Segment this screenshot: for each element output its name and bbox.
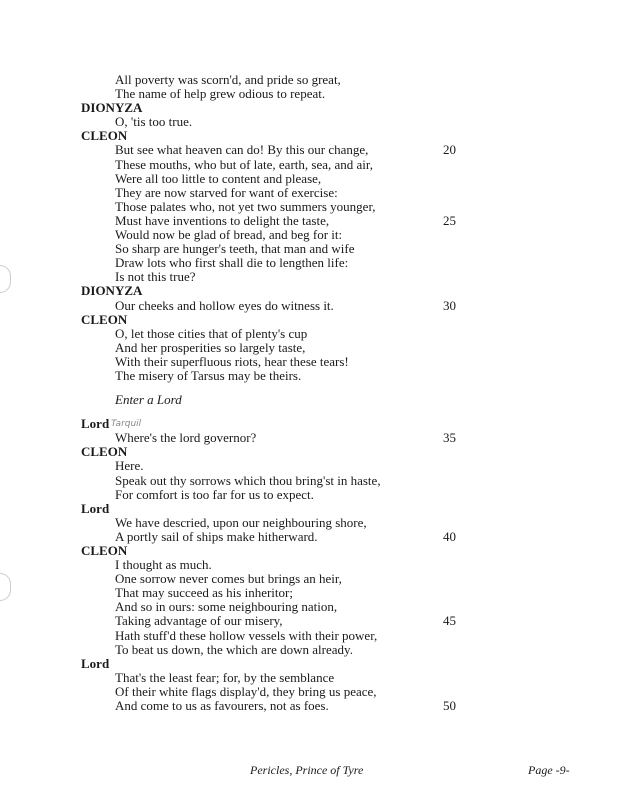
verse-line: But see what heaven can do! By this our change, [115, 142, 369, 158]
verse-line: Were all too little to content and please, [115, 170, 322, 186]
verse-row [0, 671, 619, 685]
speaker-name: DIONYZA [81, 100, 143, 116]
verse-line: Speak out thy sorrows which thou bring'st in haste, [115, 472, 381, 488]
stage-direction: Enter a Lord [115, 392, 182, 408]
speaker-row [0, 502, 619, 516]
verse-line: These mouths, who but of late, earth, sea, and air, [115, 156, 373, 172]
verse-row [0, 327, 619, 341]
verse-row [0, 699, 619, 713]
verse-line: For comfort is too far for us to expect. [115, 486, 314, 502]
verse-row [0, 431, 619, 445]
line-number: 45 [443, 613, 456, 629]
verse-row [0, 459, 619, 473]
verse-line: A portly sail of ships make hitherward. [115, 528, 318, 544]
verse-row [0, 643, 619, 657]
verse-line: Where's the lord governor? [115, 430, 257, 446]
speaker-row [0, 284, 619, 298]
verse-line: All poverty was scorn'd, and pride so great, [115, 72, 341, 87]
verse-row [0, 270, 619, 284]
verse-line: So sharp are hunger's teeth, that man and wife [115, 241, 355, 257]
verse-line: Our cheeks and hollow eyes do witness it. [115, 297, 334, 313]
speaker-row [0, 313, 619, 327]
speaker-row [0, 101, 619, 115]
verse-row [0, 200, 619, 214]
verse-row [0, 586, 619, 600]
verse-line: That may succeed as his inheritor; [115, 585, 293, 601]
verse-row [0, 600, 619, 614]
verse-line: I thought as much. [115, 557, 212, 573]
verse-line: O, let those cities that of plenty's cup [115, 325, 308, 341]
verse-line: Is not this true? [115, 269, 196, 285]
speaker-name: CLEON [81, 444, 128, 460]
verse-line: Would now be glad of bread, and beg for it: [115, 227, 343, 243]
verse-row [0, 488, 619, 502]
verse-row [0, 186, 619, 200]
verse-line: With their superfluous riots, hear these tears! [115, 353, 349, 369]
line-number: 20 [443, 142, 456, 158]
line-number: 25 [443, 212, 456, 228]
verse-row [0, 558, 619, 572]
speaker-name: Lord [81, 500, 110, 516]
script-text [0, 73, 619, 713]
verse-line: Hath stuff'd these hollow vessels with their power, [115, 627, 378, 643]
speaker-name: CLEON [81, 543, 128, 558]
verse-row [0, 158, 619, 172]
verse-line: One sorrow never comes but brings an heir, [115, 571, 342, 587]
verse-row [0, 73, 619, 87]
verse-line: And so in ours: some neighbouring nation, [115, 599, 338, 615]
verse-row [0, 214, 619, 228]
verse-line: Taking advantage of our misery, [115, 613, 283, 629]
verse-row [0, 474, 619, 488]
line-number: 35 [443, 430, 456, 446]
verse-row [0, 614, 619, 628]
verse-row [0, 242, 619, 256]
footer-page-number: Page -9- [528, 763, 570, 777]
verse-line: And come to us as favourers, not as foes. [115, 698, 329, 714]
verse-line: We have descried, upon our neighbouring shore, [115, 514, 367, 530]
speaker-row [0, 445, 619, 459]
verse-line: That's the least fear; for, by the semblance [115, 669, 335, 685]
verse-row [0, 530, 619, 544]
footer-play-title: Pericles, Prince of Tyre [250, 763, 364, 777]
verse-line: Here. [115, 458, 144, 474]
speaker-name: Lord [81, 655, 110, 671]
verse-line: Of their white flags display'd, they bring us peace, [115, 683, 377, 699]
speaker-row [0, 417, 619, 431]
speaker-name: DIONYZA [81, 283, 143, 299]
verse-row [0, 87, 619, 101]
verse-row [0, 629, 619, 643]
verse-row [0, 299, 619, 313]
handwritten-note: Tarquil [111, 419, 142, 430]
verse-row [0, 369, 619, 383]
verse-row [0, 143, 619, 157]
verse-row [0, 516, 619, 530]
verse-row [0, 341, 619, 355]
verse-line: The misery of Tarsus may be theirs. [115, 367, 302, 383]
verse-row [0, 685, 619, 699]
speaker-row [0, 129, 619, 143]
verse-line: Draw lots who first shall die to lengthen life: [115, 255, 349, 271]
verse-row [0, 355, 619, 369]
verse-line: And her prosperities so largely taste, [115, 339, 306, 355]
verse-line: O, 'tis too true. [115, 114, 193, 130]
verse-row [0, 228, 619, 242]
verse-line: Must have inventions to delight the taste, [115, 212, 330, 228]
stage-direction-row [0, 393, 619, 407]
speaker-name: CLEON [81, 311, 128, 327]
speaker-row [0, 657, 619, 671]
line-number: 50 [443, 698, 456, 714]
line-number: 40 [443, 528, 456, 544]
verse-row [0, 115, 619, 129]
verse-line: The name of help grew odious to repeat. [115, 86, 326, 102]
verse-row [0, 256, 619, 270]
speaker-name: CLEON [81, 128, 128, 144]
line-number: 30 [443, 297, 456, 313]
verse-line: They are now starved for want of exercise: [115, 184, 338, 200]
verse-row [0, 572, 619, 586]
verse-row [0, 172, 619, 186]
speaker-row [0, 544, 619, 558]
speaker-name: Lord [81, 416, 110, 432]
verse-line: To beat us down, the which are down already. [115, 641, 353, 657]
verse-line: Those palates who, not yet two summers younger, [115, 198, 376, 214]
